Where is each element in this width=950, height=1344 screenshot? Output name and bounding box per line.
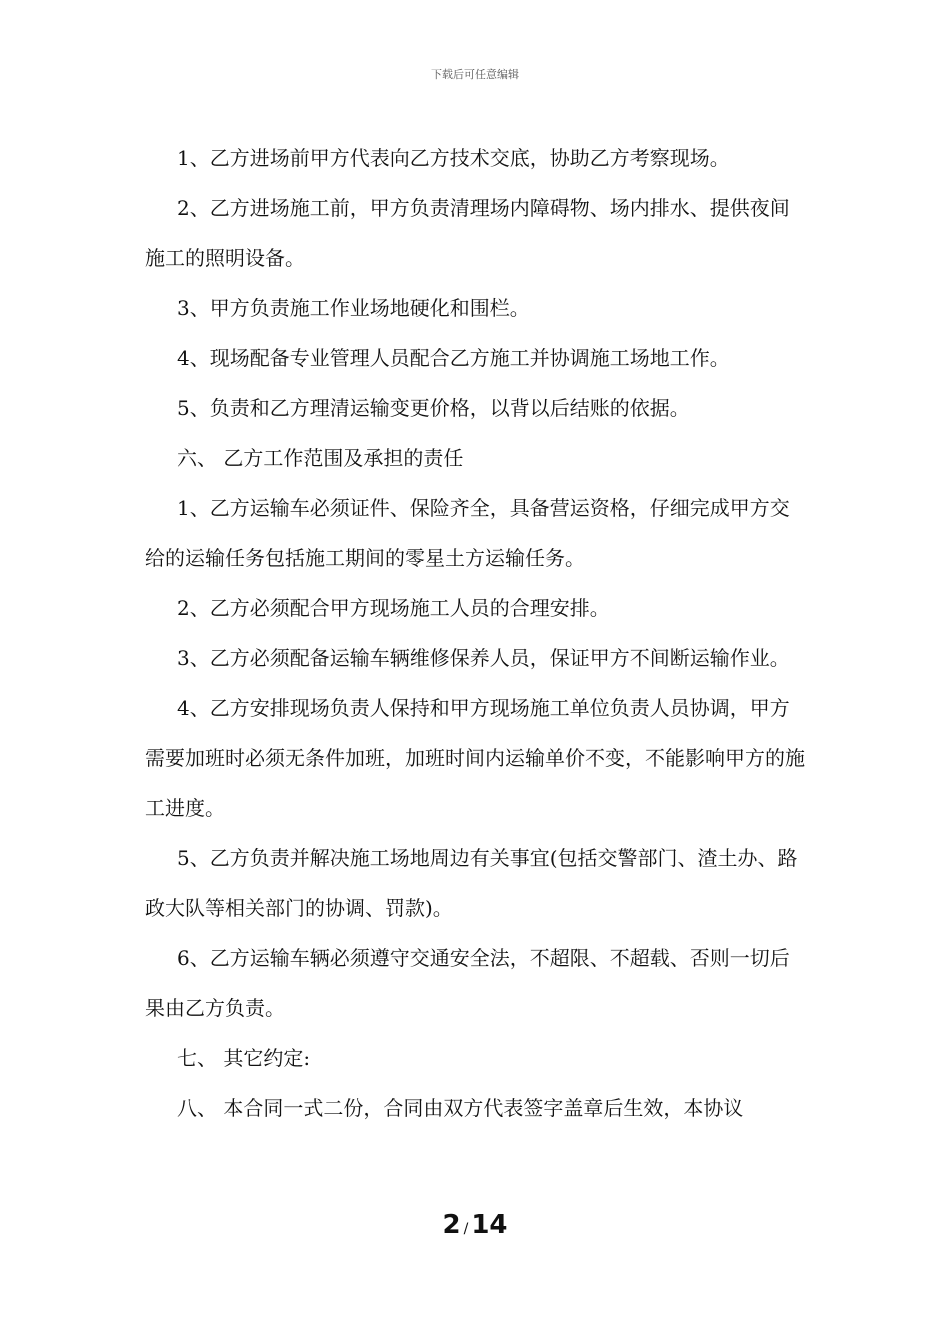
document-body bbox=[145, 133, 807, 1133]
section-heading-6: 六、 乙方工作范围及承担的责任 bbox=[177, 446, 464, 470]
paragraph-6-6: 6、乙方运输车辆必须遵守交通安全法，不超限、不超载、否则一切后果由乙方负责。 bbox=[145, 946, 790, 1020]
paragraph-3: 3、甲方负责施工作业场地硬化和围栏。 bbox=[177, 296, 530, 320]
paragraph-6-5: 5、乙方负责并解决施工场地周边有关事宜(包括交警部门、渣土办、路政大队等相关部门的协调、罚款)。 bbox=[145, 846, 798, 920]
paragraph-5: 5、负责和乙方理清运输变更价格，以背以后结账的依据。 bbox=[177, 396, 690, 420]
paragraph-6-3: 3、乙方必须配备运输车辆维修保养人员，保证甲方不间断运输作业。 bbox=[177, 646, 790, 670]
total-pages: 14 bbox=[471, 1210, 508, 1240]
page-header-note: 下载后可任意编辑 bbox=[431, 68, 519, 81]
page-number bbox=[0, 1210, 950, 1240]
section-heading-8: 八、 本合同一式二份，合同由双方代表签字盖章后生效，本协议 bbox=[177, 1096, 744, 1120]
paragraph-2: 2、乙方进场施工前，甲方负责清理场内障碍物、场内排水、提供夜间施工的照明设备。 bbox=[145, 196, 790, 270]
paragraph-1: 1、乙方进场前甲方代表向乙方技术交底，协助乙方考察现场。 bbox=[177, 146, 730, 170]
paragraph-6-1: 1、乙方运输车必须证件、保险齐全，具备营运资格，仔细完成甲方交给的运输任务包括施工期间的零星土方运输任务。 bbox=[145, 496, 790, 570]
section-heading-7: 七、 其它约定: bbox=[177, 1046, 311, 1070]
paragraph-4: 4、现场配备专业管理人员配合乙方施工并协调施工场地工作。 bbox=[177, 346, 730, 370]
page-separator: / bbox=[463, 1221, 469, 1237]
current-page: 2 bbox=[442, 1210, 461, 1240]
paragraph-6-2: 2、乙方必须配合甲方现场施工人员的合理安排。 bbox=[177, 596, 610, 620]
paragraph-6-4: 4、乙方安排现场负责人保持和甲方现场施工单位负责人员协调，甲方需要加班时必须无条件加班，加班时间内运输单价不变，不能影响甲方的施工进度。 bbox=[145, 696, 805, 820]
